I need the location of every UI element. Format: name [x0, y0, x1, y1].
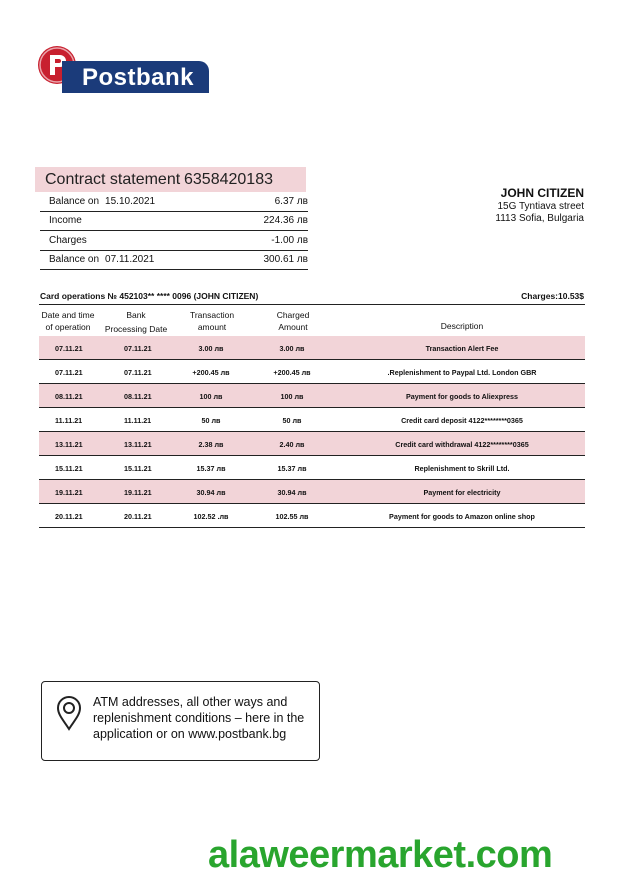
table-row: 15.11.21 15.11.21 15.37 лв 15.37 лв Replenishment to Skrill Ltd. [39, 456, 585, 480]
summary-label: Balance on [49, 196, 100, 207]
table-row: 07.11.21 07.11.21 3.00 лв 3.00 лв Transaction Alert Fee [39, 336, 585, 360]
contract-title: Contract statement [45, 171, 181, 188]
summary-date: 15.10.2021 [105, 196, 156, 207]
card-ops-heading: Card operations № 452103** **** 0096 (JOHN CITIZEN) [40, 291, 259, 301]
brand-name: Postbank [82, 64, 195, 91]
customer-name: JOHN CITIZEN [500, 186, 584, 200]
card-ops-charges: Charges:10.53$ [521, 291, 584, 301]
summary-value: 224.36 лв [263, 215, 308, 226]
customer-street: 15G Tyntiava street [497, 201, 584, 212]
summary-row [40, 211, 308, 231]
summary-label: Charges [49, 235, 87, 246]
summary-row [40, 192, 308, 212]
table-row: 11.11.21 11.11.21 50 лв 50 лв Credit card deposit 4122********0365 [39, 408, 585, 432]
summary-value: 6.37 лв [274, 196, 308, 207]
summary-row [40, 250, 308, 270]
summary-label: Balance on [49, 254, 100, 265]
col-header-bank: Bank Processing Date [104, 310, 168, 334]
customer-city: 1113 Sofia, Bulgaria [495, 213, 584, 224]
summary-label: Income [49, 215, 82, 226]
summary-value: -1.00 лв [271, 235, 308, 246]
col-header-charged: Charged Amount [276, 310, 310, 332]
summary-value: 300.61 лв [263, 254, 308, 265]
col-header-transaction: Transaction amount [189, 310, 235, 332]
info-text: ATM addresses, all other ways and replenishment conditions – here in the application or on www.postbank.bg [93, 695, 305, 741]
contract-number: 6358420183 [184, 171, 273, 188]
table-row: 19.11.21 19.11.21 30.94 лв 30.94 лв Payment for electricity [39, 480, 585, 504]
summary-row [40, 231, 308, 251]
summary-date: 07.11.2021 [105, 254, 155, 265]
table-row: 07.11.21 07.11.21 +200.45 лв +200.45 лв .Replenishment to Paypal Ltd. London GBR [39, 360, 585, 384]
table-top-rule [39, 304, 585, 305]
col-header-date: Date and time of operation [41, 310, 95, 332]
table-row: 13.11.21 13.11.21 2.38 лв 2.40 лв Credit card withdrawal 4122********0365 [39, 432, 585, 456]
location-pin-icon [55, 695, 83, 731]
col-header-description: Description [440, 321, 484, 331]
watermark: alaweermarket.com [208, 834, 553, 876]
table-row: 08.11.21 08.11.21 100 лв 100 лв Payment for goods to Aliexpress [39, 384, 585, 408]
table-row: 20.11.21 20.11.21 102.52 .лв 102.55 лв Payment for goods to Amazon online shop [39, 504, 585, 528]
